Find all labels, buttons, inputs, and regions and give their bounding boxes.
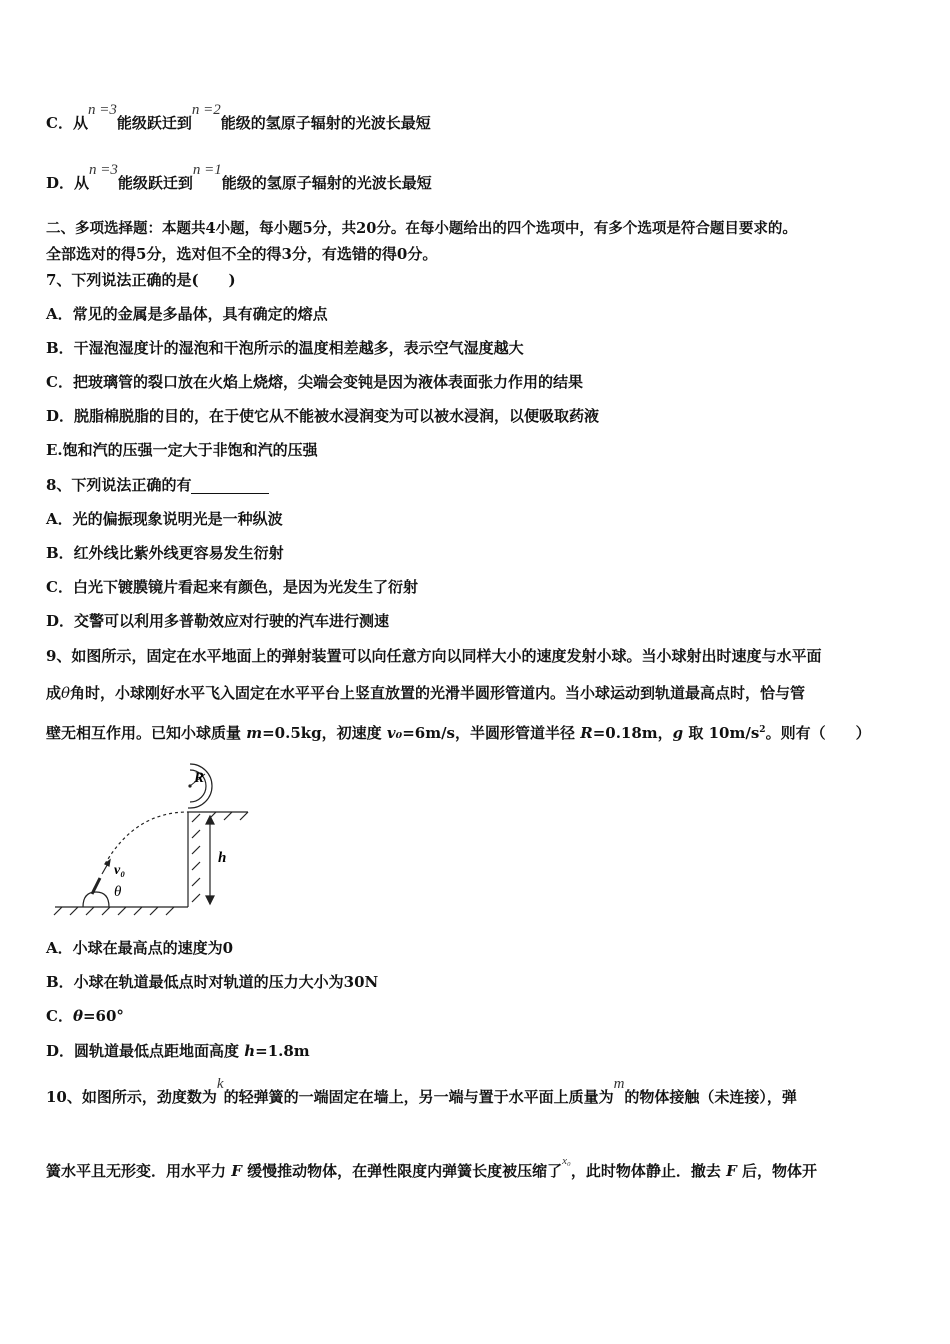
math-n: n =1 [192, 162, 222, 178]
trajectory [105, 812, 188, 864]
q9-option-d: D．圆轨道最低点距地面高度 h=1.8m [46, 1042, 310, 1060]
math-m: m [613, 1076, 625, 1092]
q6-option-c: C．从n =3能级跃迁到n =2能级的氢原子辐射的光波长最短 [46, 102, 431, 132]
math-x0: x₀ [562, 1155, 571, 1167]
label-R: R [194, 770, 205, 786]
q7-option-c: C．把玻璃管的裂口放在火焰上烧熔，尖端会变钝是因为液体表面张力作用的结果 [46, 373, 583, 391]
q9-option-a: A．小球在最高点的速度为0 [46, 939, 234, 957]
ground-hatching [54, 907, 174, 915]
math-k: k [216, 1076, 224, 1092]
q10-line2: 簧水平且无形变．用水平力 F 缓慢推动物体，在弹性限度内弹簧长度被压缩了$^{x_0}$，此时物体静止．撤去 F 后，物体开 [46, 1155, 817, 1180]
q9-line2: 成θ角时，小球刚好水平飞入固定在水平平台上竖直放置的光滑半圆形管道内。当小球运动到轨道最高点时，恰与管 [46, 684, 806, 702]
label-v0: v₀ [114, 863, 126, 878]
q8-option-b: B．红外线比紫外线更容易发生衍射 [46, 544, 284, 562]
section2-line1: 二、多项选择题：本题共4小题，每小题5分，共20分。在每小题给出的四个选项中，有多个选项是符合题目要求的。 [46, 220, 797, 237]
q8-option-d: D．交警可以利用多普勒效应对行驶的汽车进行测速 [46, 612, 390, 630]
q7-option-e: E.饱和汽的压强一定大于非饱和汽的压强 [46, 441, 318, 459]
q7-option-d: D．脱脂棉脱脂的目的，在于使它从不能被水浸润变为可以被水浸润，以便吸取药液 [46, 407, 600, 425]
q8-option-a: A．光的偏振现象说明光是一种纵波 [46, 510, 283, 528]
q9-line3: 壁无相互作用。已知小球质量 m=0.5kg，初速度 v₀=6m/s，半圆形管道半径 R=0.18m，g 取 $10m/s^2$。则有（ ） [46, 724, 871, 742]
q9-figure [50, 752, 250, 917]
launcher-base [83, 892, 109, 907]
q7-option-b: B．干湿泡湿度计的湿泡和干泡所示的温度相差越多，表示空气湿度越大 [46, 339, 524, 357]
q10-line1: 10、如图所示，劲度数为k的轻弹簧的一端固定在墙上，另一端与置于水平面上质量为m的物体接触（未连接），弹 [46, 1076, 797, 1106]
q9-option-b: B．小球在轨道最低点时对轨道的压力大小为30N [46, 973, 379, 991]
section2-line2: 全部选对的得5分，选对但不全的得3分，有选错的得0分。 [46, 245, 438, 263]
label-h: h [218, 850, 227, 866]
q7-option-a: A．常见的金属是多晶体，具有确定的熔点 [46, 305, 328, 323]
q8-option-c: C．白光下镀膜镜片看起来有颜色，是因为光发生了衍射 [46, 578, 418, 596]
q7-stem: 7、下列说法正确的是( ) [46, 271, 236, 289]
q6-option-d: D．从n =3能级跃迁到n =1能级的氢原子辐射的光波长最短 [46, 162, 432, 192]
answer-blank [191, 479, 269, 494]
math-n: n =2 [191, 102, 221, 118]
q8-stem: 8、下列说法正确的有 [46, 476, 910, 494]
math-n: n =3 [87, 102, 117, 118]
q9-line1: 9、如图所示，固定在水平地面上的弹射装置可以向任意方向以同样大小的速度发射小球。当小球射出时速度与水平面 [46, 647, 822, 665]
tube-center [188, 784, 191, 787]
label-theta: θ [114, 884, 122, 900]
math-n: n =3 [89, 162, 118, 178]
q9-option-c: C．θ=60° [46, 1007, 124, 1025]
